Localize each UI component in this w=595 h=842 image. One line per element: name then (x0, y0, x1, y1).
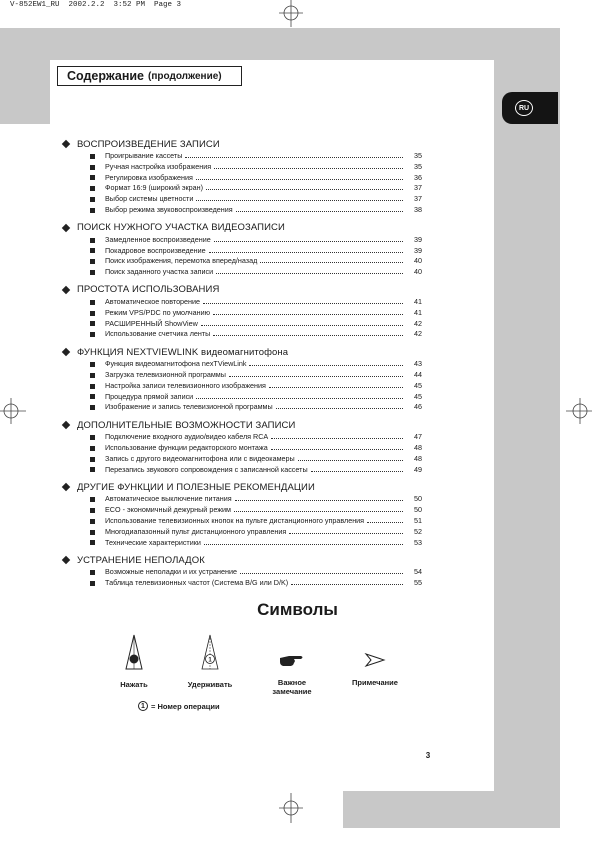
toc-entry (62, 567, 422, 578)
entry-page-number: 50 (414, 494, 422, 504)
toc-entry (62, 183, 422, 194)
registration-mark-top (279, 0, 303, 28)
dot-leader (249, 365, 403, 366)
section-header (62, 346, 422, 358)
toc-entry (62, 402, 422, 413)
dot-leader (214, 241, 403, 242)
square-bullet-icon (90, 154, 95, 159)
entry-page-number: 55 (414, 578, 422, 588)
entry-page-number: 54 (414, 567, 422, 577)
operation-number-note (138, 701, 220, 711)
toc-section (62, 138, 422, 216)
entry-label: Настройка записи телевизионного изображения (105, 380, 266, 390)
square-bullet-icon (90, 435, 95, 440)
entry-page-number: 47 (414, 432, 422, 442)
square-bullet-icon (90, 270, 95, 275)
entry-label: Использование функции редакторского монтажа (105, 442, 268, 452)
toc-section (62, 481, 422, 548)
section-title: ПОИСК НУЖНОГО УЧАСТКА ВИДЕОЗАПИСИ (77, 222, 285, 234)
entry-page-number: 42 (414, 329, 422, 339)
dot-leader (236, 211, 403, 212)
square-bullet-icon (90, 186, 95, 191)
language-badge-label: RU (515, 100, 533, 116)
section-header (62, 138, 422, 150)
page-number-badge (410, 739, 446, 780)
square-bullet-icon (90, 457, 95, 462)
entry-page-number: 41 (414, 307, 422, 317)
entry-label: Функция видеомагнитофона nexTViewLink (105, 359, 247, 369)
square-bullet-icon (90, 238, 95, 243)
diamond-bullet-icon (62, 556, 70, 564)
entry-label: Автоматическое повторение (105, 296, 201, 306)
dot-leader (271, 449, 403, 450)
dot-leader (229, 376, 403, 377)
entry-label: Загрузка телевизионной программы (105, 369, 226, 379)
square-bullet-icon (90, 373, 95, 378)
entry-page-number: 42 (414, 318, 422, 328)
page-number: 3 (425, 751, 431, 760)
entry-label: Таблица телевизионных частот (Система B/G или D/K) (105, 578, 289, 588)
entry-page-number: 38 (414, 204, 422, 214)
toc-entry (62, 329, 422, 340)
press-label: Нажать (120, 680, 148, 689)
square-bullet-icon (90, 530, 95, 535)
square-bullet-icon (90, 394, 95, 399)
section-title: ДОПОЛНИТЕЛЬНЫЕ ВОЗМОЖНОСТИ ЗАПИСИ (77, 419, 296, 431)
square-bullet-icon (90, 321, 95, 326)
entry-label: Выбор режима звуковоспроизведения (105, 204, 233, 214)
dot-leader (213, 314, 403, 315)
toc-entry (62, 319, 422, 330)
entry-page-number: 37 (414, 183, 422, 193)
toc-entry (62, 527, 422, 538)
toc-entry (62, 256, 422, 267)
dot-leader (206, 189, 403, 190)
toc-entry (62, 151, 422, 162)
square-bullet-icon (90, 570, 95, 575)
entry-page-number: 44 (414, 369, 422, 379)
entry-page-number: 40 (414, 267, 422, 277)
toc-entry (62, 205, 422, 216)
diamond-bullet-icon (62, 483, 70, 491)
dot-leader (234, 511, 403, 512)
entry-label: РАСШИРЕННЫЙ ShowView (105, 318, 198, 328)
toc-entry (62, 505, 422, 516)
section-title: ДРУГИЕ ФУНКЦИИ И ПОЛЕЗНЫЕ РЕКОМЕНДАЦИИ (77, 481, 315, 493)
entry-label: Выбор системы цветности (105, 194, 194, 204)
dot-leader (209, 252, 403, 253)
toc-section (62, 222, 422, 278)
entry-label: Процедура прямой записи (105, 391, 194, 401)
dot-leader (289, 533, 403, 534)
hold-icon (200, 634, 220, 674)
operation-number-circle: 1 (138, 701, 148, 711)
press-icon (124, 634, 144, 674)
square-bullet-icon (90, 581, 95, 586)
dot-leader (214, 168, 403, 169)
important-label-line1: Важное (277, 678, 307, 687)
symbols-title: Символы (257, 600, 338, 619)
section-title: УСТРАНЕНИЕ НЕПОЛАДОК (77, 554, 205, 566)
section-title: ВОСПРОИЗВЕДЕНИЕ ЗАПИСИ (77, 138, 220, 150)
title-sub: (продолжение) (148, 70, 222, 82)
toc-entry (62, 538, 422, 549)
entry-label: Запись с другого видеомагнитофона или с видеокамеры (105, 453, 295, 463)
section-header (62, 554, 422, 566)
dot-leader (298, 460, 403, 461)
diamond-bullet-icon (62, 224, 70, 232)
entry-page-number: 43 (414, 359, 422, 369)
toc-section (62, 284, 422, 340)
dot-leader (240, 573, 403, 574)
entry-label: Ручная настройка изображения (105, 161, 212, 171)
diamond-bullet-icon (62, 140, 70, 148)
svg-text:1: 1 (208, 657, 212, 664)
entry-page-number: 50 (414, 505, 422, 515)
entry-label: Подключение входного аудио/видео кабеля RCA (105, 432, 269, 442)
operation-number-text: = Номер операции (151, 701, 220, 711)
dot-leader (216, 273, 403, 274)
registration-mark-right (566, 398, 592, 424)
toc-entry (62, 494, 422, 505)
registration-mark-bottom (279, 793, 303, 823)
dot-leader (271, 438, 403, 439)
entry-page-number: 48 (414, 442, 422, 452)
dot-leader (196, 179, 403, 180)
entry-label: ECO - экономичный дежурный режим (105, 505, 232, 515)
square-bullet-icon (90, 248, 95, 253)
dot-leader (269, 387, 403, 388)
toc-entry (62, 308, 422, 319)
entry-page-number: 41 (414, 296, 422, 306)
square-bullet-icon (90, 165, 95, 170)
registration-mark-left (0, 398, 26, 424)
diamond-bullet-icon (62, 348, 70, 356)
symbol-important (262, 650, 322, 696)
language-tab (502, 92, 558, 124)
entry-label: Использование счетчика ленты (105, 329, 211, 339)
dot-leader (196, 200, 403, 201)
entry-label: Регулировка изображения (105, 172, 193, 182)
entry-page-number: 51 (414, 515, 422, 525)
toc-entry (62, 162, 422, 173)
dot-leader (213, 335, 403, 336)
square-bullet-icon (90, 300, 95, 305)
table-of-contents (62, 138, 422, 595)
important-label-line2: замечание (272, 687, 312, 696)
toc-entry (62, 359, 422, 370)
square-bullet-icon (90, 508, 95, 513)
entry-page-number: 37 (414, 194, 422, 204)
entry-label: Замедленное воспроизведение (105, 234, 211, 244)
entry-label: Изображение и запись телевизионной программы (105, 402, 273, 412)
symbol-press (108, 634, 160, 689)
entry-page-number: 36 (414, 172, 422, 182)
toc-section (62, 554, 422, 589)
toc-entry (62, 246, 422, 257)
section-title: ФУНКЦИЯ NEXTVIEWLINK видеомагнитофона (77, 346, 289, 358)
square-bullet-icon (90, 540, 95, 545)
entry-label: Использование телевизионных кнопок на пульте дистанционного управления (105, 515, 365, 525)
square-bullet-icon (90, 446, 95, 451)
entry-page-number: 39 (414, 245, 422, 255)
entry-page-number: 45 (414, 380, 422, 390)
diamond-bullet-icon (62, 421, 70, 429)
entry-label: Перезапись звукового сопровождения с записанной кассеты (105, 464, 308, 474)
square-bullet-icon (90, 519, 95, 524)
dot-leader (235, 500, 403, 501)
entry-page-number: 48 (414, 453, 422, 463)
entry-page-number: 40 (414, 256, 422, 266)
entry-label: Режим VPS/PDC по умолчанию (105, 307, 211, 317)
title-main: Содержание (67, 69, 145, 83)
square-bullet-icon (90, 311, 95, 316)
toc-entry (62, 297, 422, 308)
entry-label: Покадровое воспроизведение (105, 245, 206, 255)
entry-page-number: 46 (414, 402, 422, 412)
symbol-hold (180, 634, 240, 689)
dot-leader (276, 408, 403, 409)
toc-entry (62, 235, 422, 246)
entry-label: Проигрывание кассеты (105, 151, 183, 160)
entry-page-number: 53 (414, 537, 422, 547)
toc-entry (62, 443, 422, 454)
pointing-hand-icon (279, 650, 305, 670)
entry-label: Технические характеристики (105, 537, 201, 547)
toc-entry (62, 465, 422, 476)
entry-page-number: 35 (414, 161, 422, 171)
square-bullet-icon (90, 197, 95, 202)
entry-page-number: 49 (414, 464, 422, 474)
square-bullet-icon (90, 332, 95, 337)
toc-entry (62, 370, 422, 381)
section-header (62, 284, 422, 296)
symbol-note (345, 652, 405, 687)
square-bullet-icon (90, 362, 95, 367)
square-bullet-icon (90, 467, 95, 472)
entry-label: Формат 16:9 (широкий экран) (105, 183, 204, 193)
dot-leader (291, 584, 403, 585)
note-arrow-icon (364, 652, 386, 668)
toc-entry (62, 392, 422, 403)
dot-leader (203, 303, 403, 304)
toc-entry (62, 267, 422, 278)
entry-label: Поиск заданного участка записи (105, 267, 214, 277)
toc-entry (62, 516, 422, 527)
dot-leader (367, 522, 403, 523)
entry-page-number: 45 (414, 391, 422, 401)
note-label: Примечание (352, 678, 398, 687)
entry-page-number: 52 (414, 526, 422, 536)
section-header (62, 419, 422, 431)
dot-leader (260, 262, 403, 263)
page-title (57, 66, 242, 86)
toc-entry (62, 454, 422, 465)
toc-section (62, 346, 422, 413)
dot-leader (204, 544, 403, 545)
toc-entry (62, 381, 422, 392)
square-bullet-icon (90, 405, 95, 410)
toc-entry (62, 194, 422, 205)
toc-entry (62, 432, 422, 443)
print-header: V-852EW1_RU 2002.2.2 3:52 PM Page 3 (10, 1, 182, 9)
toc-section (62, 419, 422, 475)
dot-leader (196, 398, 403, 399)
section-title: ПРОСТОТА ИСПОЛЬЗОВАНИЯ (77, 284, 220, 296)
toc-entry (62, 173, 422, 184)
square-bullet-icon (90, 259, 95, 264)
square-bullet-icon (90, 384, 95, 389)
square-bullet-icon (90, 208, 95, 213)
entry-label: Поиск изображения, перемотка вперед/назад (105, 256, 258, 266)
dot-leader (185, 157, 403, 158)
section-header (62, 222, 422, 234)
square-bullet-icon (90, 497, 95, 502)
hold-label: Удерживать (187, 680, 233, 689)
entry-page-number: 35 (414, 151, 422, 160)
section-header (62, 481, 422, 493)
entry-label: Возможные неполадки и их устранение (105, 567, 237, 577)
dot-leader (201, 325, 403, 326)
entry-page-number: 39 (414, 234, 422, 244)
diamond-bullet-icon (62, 286, 70, 294)
entry-label: Многодиапазонный пульт дистанционного управления (105, 526, 287, 536)
square-bullet-icon (90, 175, 95, 180)
dot-leader (311, 471, 403, 472)
toc-entry (62, 578, 422, 589)
entry-label: Автоматическое выключение питания (105, 494, 232, 504)
